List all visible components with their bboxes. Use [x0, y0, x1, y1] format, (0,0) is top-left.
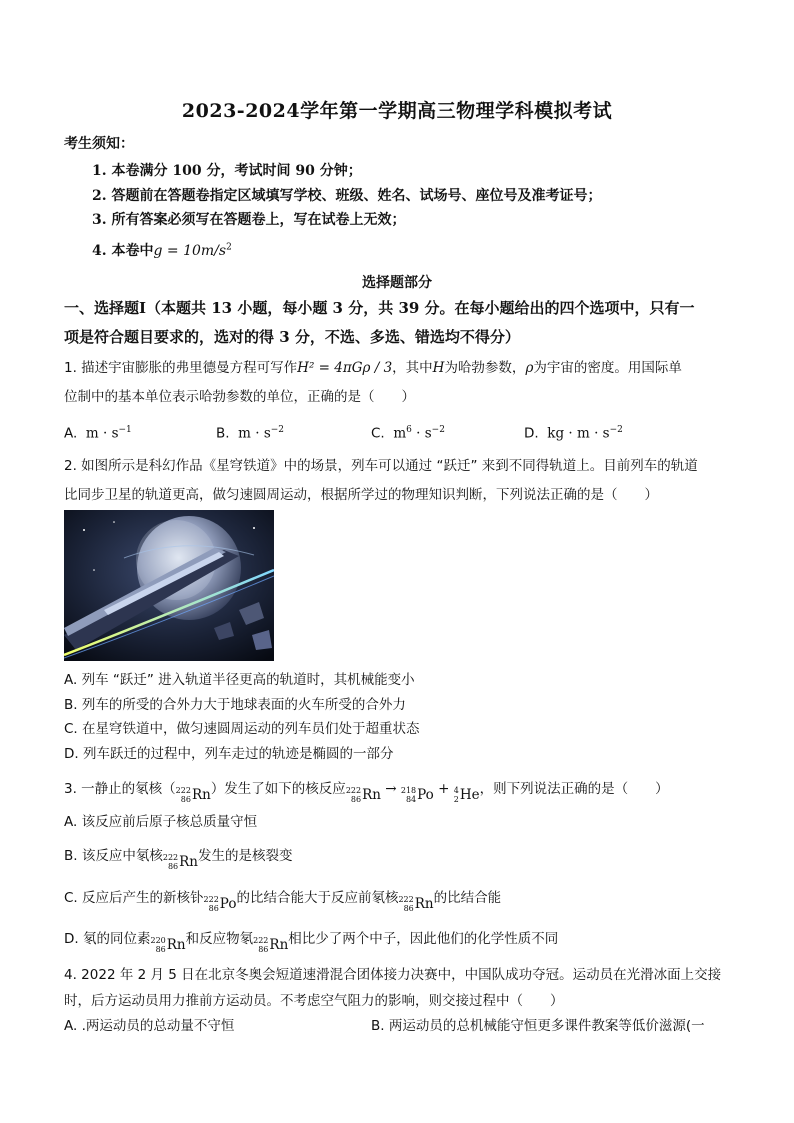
rn220-symbol: Rn — [166, 936, 186, 953]
rn-symbol: Rn — [362, 786, 381, 803]
rn-atomic-number: 86 — [403, 904, 414, 913]
section-title: 选择题部分 — [362, 275, 432, 291]
rn-mass-number: 222 — [345, 786, 362, 795]
q1-option-c — [371, 425, 445, 442]
q3-text-2: ）发生了如下的核反应 — [210, 781, 346, 797]
q1-option-c-exp: −2 — [431, 425, 445, 435]
q3-option-d-text-1: D. 氡的同位素 — [64, 931, 151, 947]
rn-symbol: Rn — [191, 786, 211, 803]
po-symbol: Po — [417, 786, 434, 803]
rn220-mass-number: 220 — [150, 936, 166, 945]
rn-mass-number: 222 — [398, 895, 414, 904]
q3-option-d — [64, 925, 734, 960]
part1-instructions — [64, 294, 734, 352]
q1-option-b — [216, 425, 284, 442]
q1-text-3: 为哈勃参数， — [444, 360, 526, 376]
q3-nuclide-rn — [176, 781, 211, 810]
q3-text-3: ，则下列说法正确的是（ ） — [479, 781, 669, 797]
question-4 — [64, 962, 734, 1014]
question-1 — [64, 354, 734, 412]
q2-option-c: C. 在星穹铁道中，做匀速圆周运动的列车员们处于超重状态 — [64, 721, 420, 738]
rn-mass-number: 222 — [175, 786, 191, 795]
rn-mass-number: 222 — [253, 936, 269, 945]
question-3 — [64, 775, 734, 810]
rn-symbol: Rn — [269, 936, 289, 953]
page-title: 2023-2024学年第一学期高三物理学科模拟考试 — [181, 100, 613, 122]
q4-option-b: B. 两运动员的总机械能守恒更多课件教案等低价滋源(一 — [371, 1018, 705, 1034]
po-mass-number: 218 — [400, 786, 417, 795]
q3-reaction-rn — [346, 781, 381, 810]
q3-option-a: A. 该反应前后原子核总质量守恒 — [64, 814, 258, 830]
part1-line-2: 项是符合题目要求的，选对的得 3 分，不选、多选、错选均不得分） — [64, 328, 520, 346]
q1-option-d-unit: kg · m · s — [547, 425, 610, 442]
q1-option-d-exp: −2 — [609, 425, 623, 435]
q3-option-d-rn220 — [150, 931, 185, 960]
he-atomic-number: 2 — [453, 795, 459, 804]
q3-option-c-text-3: 的比结合能 — [433, 890, 502, 906]
q3-option-d-text-3: 相比少了两个中子，因此他们的化学性质不同 — [288, 931, 559, 947]
rn-symbol: Rn — [414, 895, 434, 912]
po-symbol: Po — [219, 895, 237, 912]
rn-symbol: Rn — [179, 853, 198, 870]
he-mass-number: 4 — [453, 786, 459, 795]
q2-option-d: D. 列车跃迁的过程中，列车走过的轨迹是椭圆的一部分 — [64, 745, 394, 762]
q1-option-c-unit-s: · s — [411, 425, 432, 442]
q1-text-2: ，其中 — [392, 360, 433, 376]
rn-atomic-number: 86 — [258, 945, 269, 954]
q3-option-c-text-2: 的比结合能大于反应前氡核 — [236, 890, 399, 906]
q3-option-b — [64, 842, 734, 877]
q1-option-a-label: A. — [64, 425, 78, 442]
q1-option-c-label: C. — [371, 425, 385, 442]
q1-option-b-unit: m · s — [238, 425, 271, 442]
q3-option-c — [64, 884, 734, 919]
q1-option-a-unit: m · s — [85, 425, 119, 442]
reaction-arrow: → — [380, 781, 401, 797]
q1-text-4: 为宇宙的密度。用国际单 — [533, 360, 682, 376]
question-2 — [64, 452, 734, 510]
q4-line-1: 4. 2022 年 2 月 5 日在北京冬奥会短道速滑混合团体接力决赛中，中国队成功夺冠。运动员在光滑冰面上交接 — [64, 967, 722, 983]
rn-atomic-number: 86 — [350, 795, 362, 804]
q3-reaction-po — [401, 781, 434, 810]
q1-option-d — [524, 425, 623, 442]
q1-option-c-unit: m — [393, 425, 407, 442]
q3-option-c-rn — [398, 890, 433, 919]
q4-line-2: 时，后方运动员用力推前方运动员。不考虑空气阻力的影响，则交接过程中（ ） — [64, 993, 564, 1009]
q1-option-a-exp: −1 — [118, 425, 132, 435]
po-mass-number: 222 — [203, 895, 219, 904]
rn-mass-number: 222 — [162, 853, 179, 862]
part1-line-1: 一、选择题Ⅰ（本题共 13 小题，每小题 3 分，共 39 分。在每小题给出的四个选项中，只有一 — [64, 299, 695, 317]
q1-option-a — [64, 425, 132, 442]
rn220-atomic-number: 86 — [155, 945, 166, 954]
q2-option-b: B. 列车的所受的合外力大于地球表面的火车所受的合外力 — [64, 696, 406, 713]
q3-option-b-text-1: B. 该反应中氡核 — [64, 848, 163, 864]
q1-text-1: 1. 描述宇宙膨胀的弗里德曼方程可写作 — [64, 360, 298, 376]
notice-heading: 考生须知： — [64, 136, 134, 152]
q1-option-c-exp-m: 6 — [406, 425, 412, 435]
q2-line-2: 比同步卫星的轨道更高，做匀速圆周运动，根据所学过的物理知识判断，下列说法正确的是（ ） — [64, 487, 658, 503]
q1-line-1 — [64, 354, 734, 383]
notice-item-4 — [92, 240, 232, 260]
notice-item-3: 3. 所有答案必须写在答题卷上，写在试卷上无效； — [92, 212, 406, 228]
q3-option-c-po — [204, 890, 237, 919]
q2-line-1: 2. 如图所示是科幻作品《星穹铁道》中的场景，列车可以通过 “跃迁” 来到不同得轨道上。目前列车的轨道 — [64, 458, 698, 474]
q3-text-1: 3. 一静止的氡核（ — [64, 781, 176, 797]
notice-item-4-text: 4. 本卷中 — [92, 243, 154, 259]
q3-reaction-he — [454, 781, 480, 810]
q3-option-b-nuclide — [163, 848, 198, 877]
q1-line-2: 位制中的基本单位表示哈勃参数的单位，正确的是（ ） — [64, 389, 415, 405]
q1-symbol-rho: ρ — [525, 360, 534, 376]
rn-atomic-number: 86 — [167, 862, 179, 871]
q3-option-c-text-1: C. 反应后产生的新核钋 — [64, 890, 204, 906]
q1-symbol-h: H — [432, 360, 445, 376]
q1-option-d-label: D. — [524, 425, 539, 442]
g-exponent: 2 — [226, 242, 232, 253]
notice-item-1: 1. 本卷满分 100 分，考试时间 90 分钟； — [92, 163, 362, 179]
notice-item-2: 2. 答题前在答题卷指定区域填写学校、班级、姓名、试场号、座位号及准考证号； — [92, 188, 602, 204]
q3-option-d-text-2: 和反应物氡 — [185, 931, 254, 947]
q3-option-d-rn222 — [253, 931, 288, 960]
q3-option-b-text-2: 发生的是核裂变 — [198, 848, 293, 864]
rn-atomic-number: 86 — [180, 795, 191, 804]
q4-option-a: A. .两运动员的总动量不守恒 — [64, 1018, 235, 1034]
he-symbol: He — [459, 786, 480, 803]
q2-options — [64, 668, 734, 766]
q1-formula: H² = 4πGρ / 3 — [297, 360, 393, 376]
g-expression: g = 10m/s — [153, 243, 227, 259]
q1-option-b-label: B. — [216, 425, 230, 442]
po-atomic-number: 86 — [208, 904, 219, 913]
train-scene-image — [64, 510, 274, 661]
q1-option-b-exp: −2 — [270, 425, 285, 435]
po-atomic-number: 84 — [405, 795, 417, 804]
q2-option-a: A. 列车 “跃迁” 进入轨道半径更高的轨道时，其机械能变小 — [64, 672, 415, 688]
plus-sign: + — [433, 781, 454, 797]
